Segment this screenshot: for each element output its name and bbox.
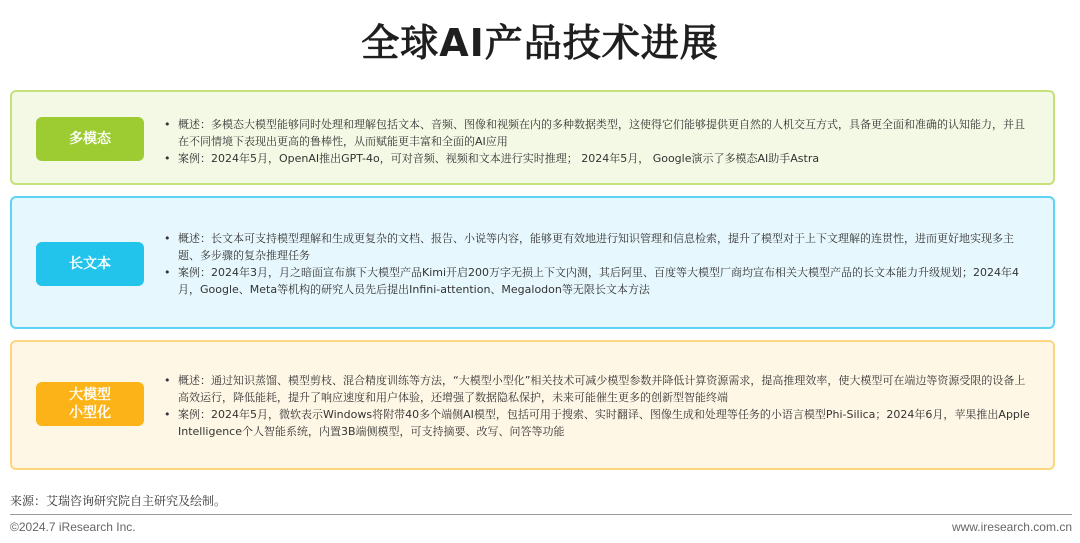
card-long-text: [10, 196, 1055, 329]
badge-long-text: 长文本: [36, 242, 144, 286]
card-long-text-content: [162, 230, 1033, 298]
website-link[interactable]: www.iresearch.com.cn: [951, 520, 1072, 534]
case-text: • 案例：2024年3月，月之暗面宣布旗下大模型产品Kimi开启200万字无损上下文内测，其后阿里、百度等大模型厂商均宣布相关大模型产品的长文本能力升级规划；2024年4月，Google、Meta等机构的研究人员先后提出Infini-attention、Megalodon等无限长文本方法: [162, 264, 1033, 298]
card-model-miniaturization: [10, 340, 1055, 470]
overview-text: • 概述：多模态大模型能够同时处理和理解包括文本、音频、图像和视频在内的多种数据类型，这使得它们能够提供更自然的人机交互方式，具备更全面和准确的认知能力，并且在不同情境下表现出更高的鲁棒性，从而赋能更丰富和全面的AI应用: [162, 116, 1033, 150]
badge-multimodal: 多模态: [36, 117, 144, 161]
footer-divider: [10, 514, 1072, 515]
page-title: 全球AI产品技术进展: [361, 21, 719, 65]
copyright-text: ©2024.7 iResearch Inc.: [10, 520, 136, 534]
case-text: • 案例：2024年5月，OpenAI推出GPT-4o，可对音频、视频和文本进行实时推理； 2024年5月， Google演示了多模态AI助手Astra: [162, 150, 1033, 167]
overview-text: • 概述：通过知识蒸馏、模型剪枝、混合精度训练等方法，“大模型小型化”相关技术可减少模型参数并降低计算资源需求，提高推理效率，使大模型可在端边等资源受限的设备上高效运行，降低能耗，提升了响应速度和用户体验，还增强了数据隐私保护，未来可能催生更多的创新型智能终端: [162, 372, 1033, 406]
badge-model-miniaturization: 大模型 小型化: [36, 382, 144, 426]
overview-text: • 概述：长文本可支持模型理解和生成更复杂的文档、报告、小说等内容，能够更有效地进行知识管理和信息检索，提升了模型对于上下文理解的连贯性，进而更好地实现多主题、多步骤的复杂推理任务: [162, 230, 1033, 264]
source-note: 来源：艾瑞咨询研究院自主研究及绘制。: [10, 494, 227, 508]
card-multimodal: [10, 90, 1055, 185]
card-multimodal-content: [162, 116, 1033, 167]
case-text: • 案例：2024年5月，微软表示Windows将附带40多个端侧AI模型，包括可用于搜索、实时翻译、图像生成和处理等任务的小语言模型Phi-Silica；2024年6月，苹果推出Apple Intelligence个人智能系统，内置3B端侧模型，可支持摘要、改写、问答等功能: [162, 406, 1033, 440]
card-model-miniaturization-content: [162, 372, 1033, 440]
